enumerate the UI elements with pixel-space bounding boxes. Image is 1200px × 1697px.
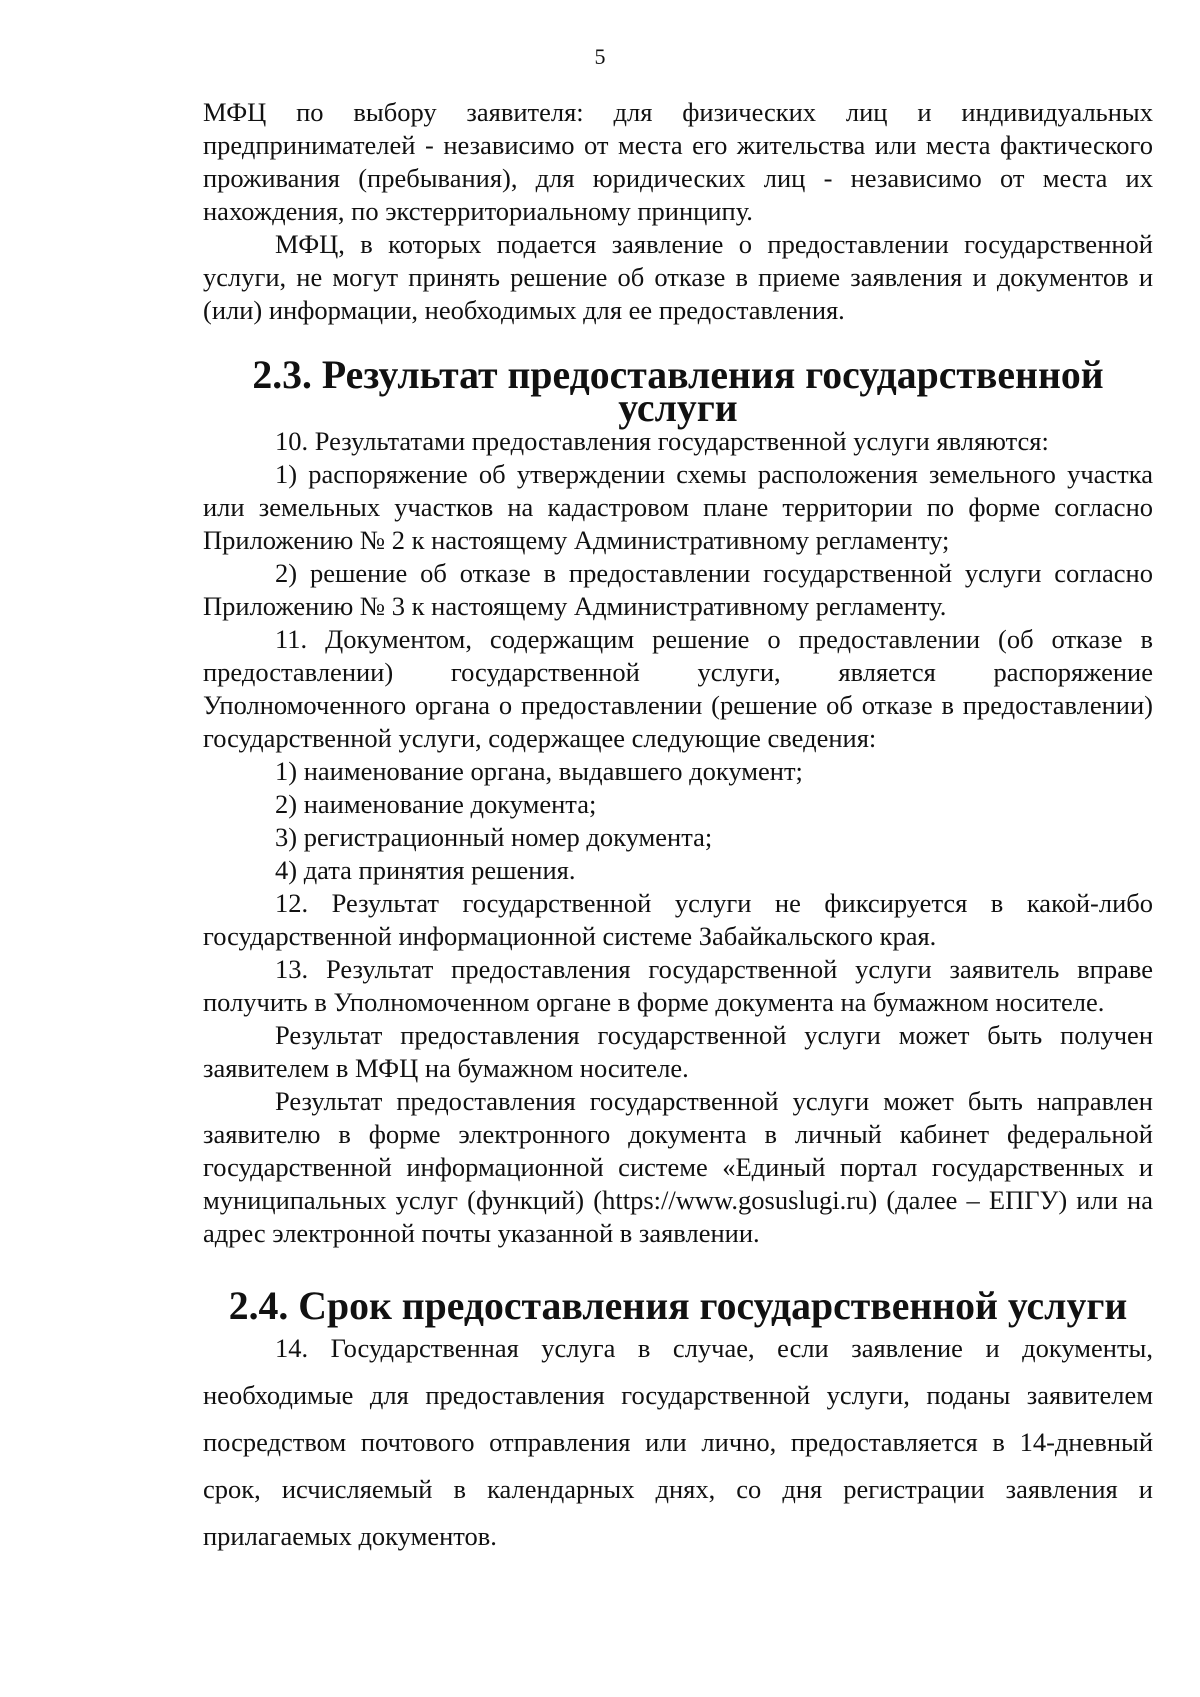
document-body [203,96,1153,1560]
paragraph-item-10-2: 2) решение об отказе в предоставлении государственной услуги согласно Приложению № 3 к настоящему Административному регламенту. [203,558,1153,621]
list-item-11-1: 1) наименование органа, выдавшего документ; [275,756,803,786]
paragraph-item-11: 11. Документом, содержащим решение о предоставлении (об отказе в предоставлении) государственной услуги, является распоряжение Уполномоченного органа о предоставлении (решение об отказе в предоставлении) государственной услуги, содержащее следующие сведения: [203,624,1153,753]
paragraph-mfc-choice: МФЦ по выбору заявителя: для физических лиц и индивидуальных предпринимателей - независимо от места его жительства или места фактического проживания (пребывания), для юридических лиц - независимо от места их нахождения, по экстерриториальному принципу. [203,97,1153,226]
paragraph-item-10-1: 1) распоряжение об утверждении схемы расположения земельного участка или земельных участков на кадастровом плане территории по форме согласно Приложению № 2 к настоящему Административному регламенту; [203,459,1153,555]
paragraph-result-mfc: Результат предоставления государственной услуги может быть получен заявителем в МФЦ на бумажном носителе. [203,1020,1153,1083]
list-item-11-4: 4) дата принятия решения. [275,855,576,885]
list-item-11-3: 3) регистрационный номер документа; [275,822,713,852]
section-heading-2-3: 2.3. Результат предоставления государственной услуги [252,353,1104,430]
paragraph-result-epgu: Результат предоставления государственной услуги может быть направлен заявителю в форме электронного документа в личный кабинет федеральной государственной информационной системе «Единый портал государственных и муниципальных услуг (функций) (https://www.gosuslugi.ru) (далее – ЕПГУ) или на адрес электронной почты указанной в заявлении. [203,1086,1153,1248]
paragraph-item-13: 13. Результат предоставления государственной услуги заявитель вправе получить в Уполномоченном органе в форме документа на бумажном носителе. [203,954,1153,1017]
paragraph-item-14: 14. Государственная услуга в случае, если заявление и документы, необходимые для предоставления государственной услуги, поданы заявителем посредством почтового отправления или лично, предоставляется в 14-дневный срок, исчисляемый в календарных днях, со дня регистрации заявления и прилагаемых документов. [203,1333,1153,1551]
paragraph-item-12: 12. Результат государственной услуги не фиксируется в какой-либо государственной информационной системе Забайкальского края. [203,888,1153,951]
paragraph-item-10: 10. Результатами предоставления государственной услуги являются: [275,426,1049,456]
paragraph-mfc-refusal: МФЦ, в которых подается заявление о предоставлении государственной услуги, не могут принять решение об отказе в приеме заявления и документов и (или) информации, необходимых для ее предоставления. [203,229,1153,325]
section-heading-2-4: 2.4. Срок предоставления государственной услуги [228,1284,1128,1328]
list-item-11-2: 2) наименование документа; [275,789,597,819]
page-number: 5 [594,44,606,69]
